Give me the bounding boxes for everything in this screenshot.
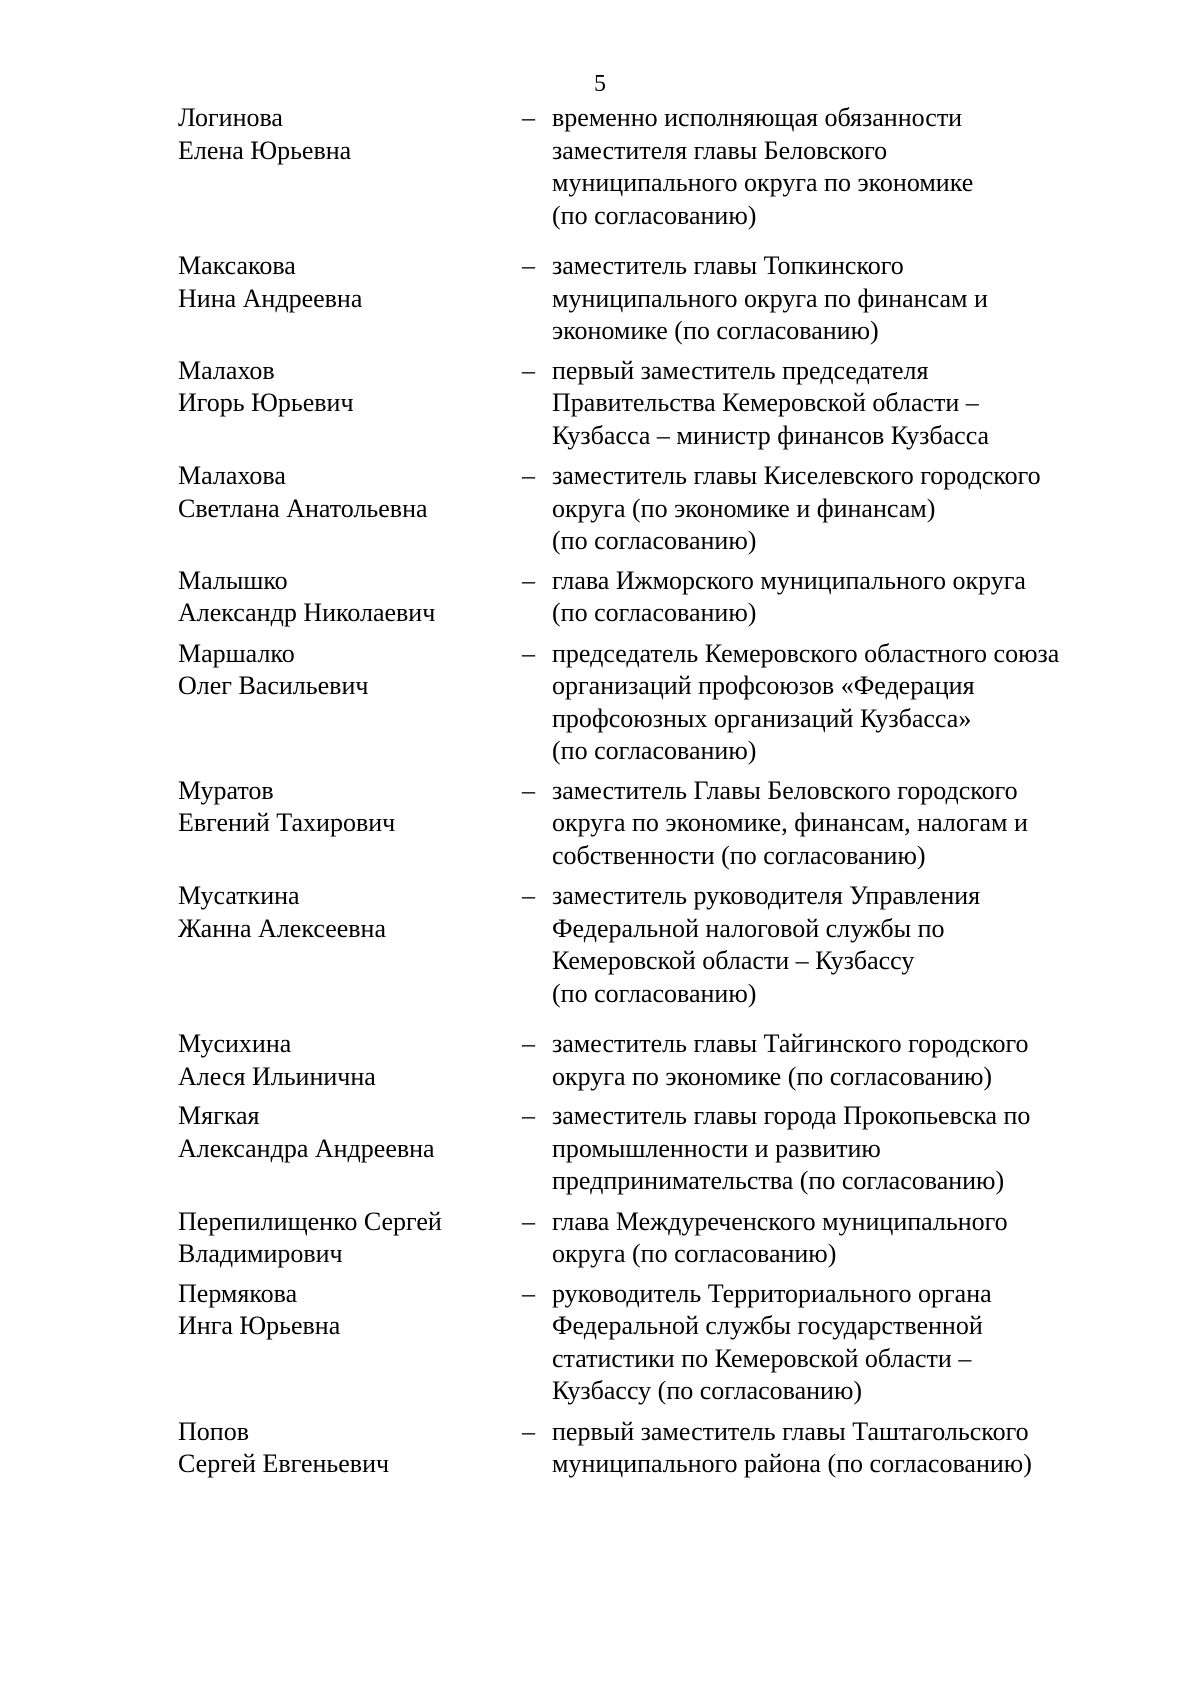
member-position-line: заместитель главы Тайгинского городского: [552, 1029, 1029, 1058]
member-name-line: Инга Юрьевна: [178, 1311, 341, 1340]
member-position-line: Федеральной налоговой службы по: [552, 913, 945, 943]
separator-dash: –: [522, 1101, 535, 1130]
separator-dash: –: [522, 1206, 535, 1236]
member-position-line: округа по экономике (по согласованию): [552, 1061, 993, 1091]
member-position-line: собственности (по согласованию): [552, 840, 926, 870]
member-position-line: заместитель руководителя Управления: [552, 881, 981, 910]
member-position-line: статистики по Кемеровской области –: [552, 1343, 972, 1373]
member-name-line: Евгений Тахирович: [178, 808, 396, 837]
member-name-line: Малахов: [178, 355, 275, 385]
member-position-line: Правительства Кемеровской области –: [552, 388, 979, 417]
member-position-line: руководитель Территориального органа: [552, 1278, 992, 1308]
member-position-line: округа (по согласованию): [552, 1239, 837, 1268]
member-name: [178, 1206, 518, 1271]
member-position-line: Кузбасса – министр финансов Кузбасса: [552, 420, 990, 450]
separator-dash: –: [522, 461, 535, 490]
member-name: [178, 1416, 518, 1481]
page-number: 5: [594, 71, 606, 97]
member-entry: [0, 775, 1200, 873]
member-name-line: Малахова: [178, 461, 286, 490]
member-name: [178, 1028, 518, 1093]
member-name: [178, 460, 518, 525]
member-position-line: Федеральной службы государственной: [552, 1311, 983, 1340]
member-position-line: первый заместитель главы Таштагольского: [552, 1416, 1029, 1446]
member-entry: [0, 1206, 1200, 1271]
member-name-line: Попов: [178, 1416, 249, 1446]
separator-dash: –: [522, 881, 535, 910]
member-name-line: Муратов: [178, 775, 274, 805]
member-name-line: Владимирович: [178, 1239, 343, 1268]
member-position-line: заместителя главы Беловского: [552, 135, 888, 165]
member-position-line: округа (по экономике и финансам): [552, 493, 936, 523]
member-position: [552, 460, 1192, 558]
member-position-line: председатель Кемеровского областного союза: [552, 638, 1060, 668]
member-name-line: Александр Николаевич: [178, 598, 436, 627]
member-name-line: Пермякова: [178, 1278, 298, 1308]
member-position: [552, 638, 1192, 768]
separator-dash: –: [522, 565, 535, 595]
member-name-line: Светлана Анатольевна: [178, 493, 428, 523]
member-entry: [0, 355, 1200, 453]
member-position-line: первый заместитель председателя: [552, 355, 929, 385]
member-position-line: заместитель главы Киселевского городского: [552, 461, 1041, 490]
member-entry: [0, 1416, 1200, 1481]
member-position-line: глава Ижморского муниципального округа: [552, 565, 1026, 595]
separator-dash: –: [522, 775, 535, 805]
separator-dash: –: [522, 1278, 535, 1308]
member-position-line: предпринимательства (по согласованию): [552, 1166, 1005, 1195]
member-entry: [0, 638, 1200, 768]
member-position-line: временно исполняющая обязанности: [552, 103, 963, 132]
member-entry: [0, 1100, 1200, 1198]
member-position-line: заместитель Главы Беловского городского: [552, 775, 1018, 805]
member-entry: [0, 460, 1200, 558]
member-name-line: Малышко: [178, 565, 288, 595]
separator-dash: –: [522, 1029, 535, 1058]
member-name: [178, 102, 518, 167]
member-name-line: Перепилищенко Сергей: [178, 1206, 442, 1236]
member-name-line: Сергей Евгеньевич: [178, 1449, 390, 1478]
member-name-line: Алеся Ильинична: [178, 1061, 376, 1091]
member-position-line: глава Междуреченского муниципального: [552, 1206, 1008, 1236]
member-position: [552, 102, 1192, 232]
member-position-line: муниципального округа по финансам и: [552, 283, 988, 313]
member-name: [178, 775, 518, 840]
member-name-line: Нина Андреевна: [178, 283, 363, 313]
member-entry: [0, 102, 1200, 232]
member-position-line: (по согласованию): [552, 978, 757, 1008]
member-name-line: Игорь Юрьевич: [178, 388, 354, 417]
member-name: [178, 1100, 518, 1165]
member-name-line: Мягкая: [178, 1101, 260, 1130]
member-name-line: Елена Юрьевна: [178, 135, 352, 165]
member-position-line: заместитель главы города Прокопьевска по: [552, 1101, 1031, 1130]
separator-dash: –: [522, 251, 535, 280]
member-name: [178, 565, 518, 630]
member-position-line: экономике (по согласованию): [552, 316, 879, 345]
member-position-line: (по согласованию): [552, 526, 757, 555]
member-name-line: Александра Андреевна: [178, 1133, 435, 1163]
separator-dash: –: [522, 1416, 535, 1446]
member-position: [552, 1416, 1192, 1481]
member-position: [552, 775, 1192, 873]
member-name: [178, 638, 518, 703]
member-name: [178, 250, 518, 315]
member-name-line: Логинова: [178, 103, 283, 132]
member-position-line: (по согласованию): [552, 200, 757, 230]
member-position-line: (по согласованию): [552, 736, 757, 765]
member-entry: [0, 1028, 1200, 1093]
member-name: [178, 1278, 518, 1343]
member-position-line: Кузбассу (по согласованию): [552, 1376, 863, 1405]
member-name-line: Олег Васильевич: [178, 671, 369, 700]
member-position-line: округа по экономике, финансам, налогам и: [552, 808, 1028, 837]
member-name-line: Маршалко: [178, 638, 295, 668]
member-position: [552, 355, 1192, 453]
member-position: [552, 1206, 1192, 1271]
member-position: [552, 880, 1192, 1010]
member-position: [552, 250, 1192, 348]
separator-dash: –: [522, 103, 535, 132]
member-name-line: Жанна Алексеевна: [178, 913, 386, 943]
member-name: [178, 880, 518, 945]
member-position: [552, 1028, 1192, 1093]
separator-dash: –: [522, 638, 535, 668]
member-name-line: Максакова: [178, 251, 296, 280]
member-position-line: муниципального округа по экономике: [552, 168, 974, 197]
separator-dash: –: [522, 355, 535, 385]
member-position-line: профсоюзных организаций Кузбасса»: [552, 703, 972, 733]
member-entry: [0, 880, 1200, 1010]
member-position: [552, 565, 1192, 630]
member-position-line: промышленности и развитию: [552, 1133, 881, 1163]
member-entry: [0, 1278, 1200, 1408]
member-name: [178, 355, 518, 420]
member-entry: [0, 565, 1200, 630]
member-position-line: Кемеровской области – Кузбассу: [552, 946, 915, 975]
member-position-line: (по согласованию): [552, 598, 757, 627]
member-position: [552, 1278, 1192, 1408]
member-name-line: Мусаткина: [178, 881, 300, 910]
member-position-line: заместитель главы Топкинского: [552, 251, 904, 280]
member-name-line: Мусихина: [178, 1029, 292, 1058]
member-entry: [0, 250, 1200, 348]
member-position-line: организаций профсоюзов «Федерация: [552, 671, 975, 700]
member-position: [552, 1100, 1192, 1198]
member-position-line: муниципального района (по согласованию): [552, 1449, 1032, 1478]
